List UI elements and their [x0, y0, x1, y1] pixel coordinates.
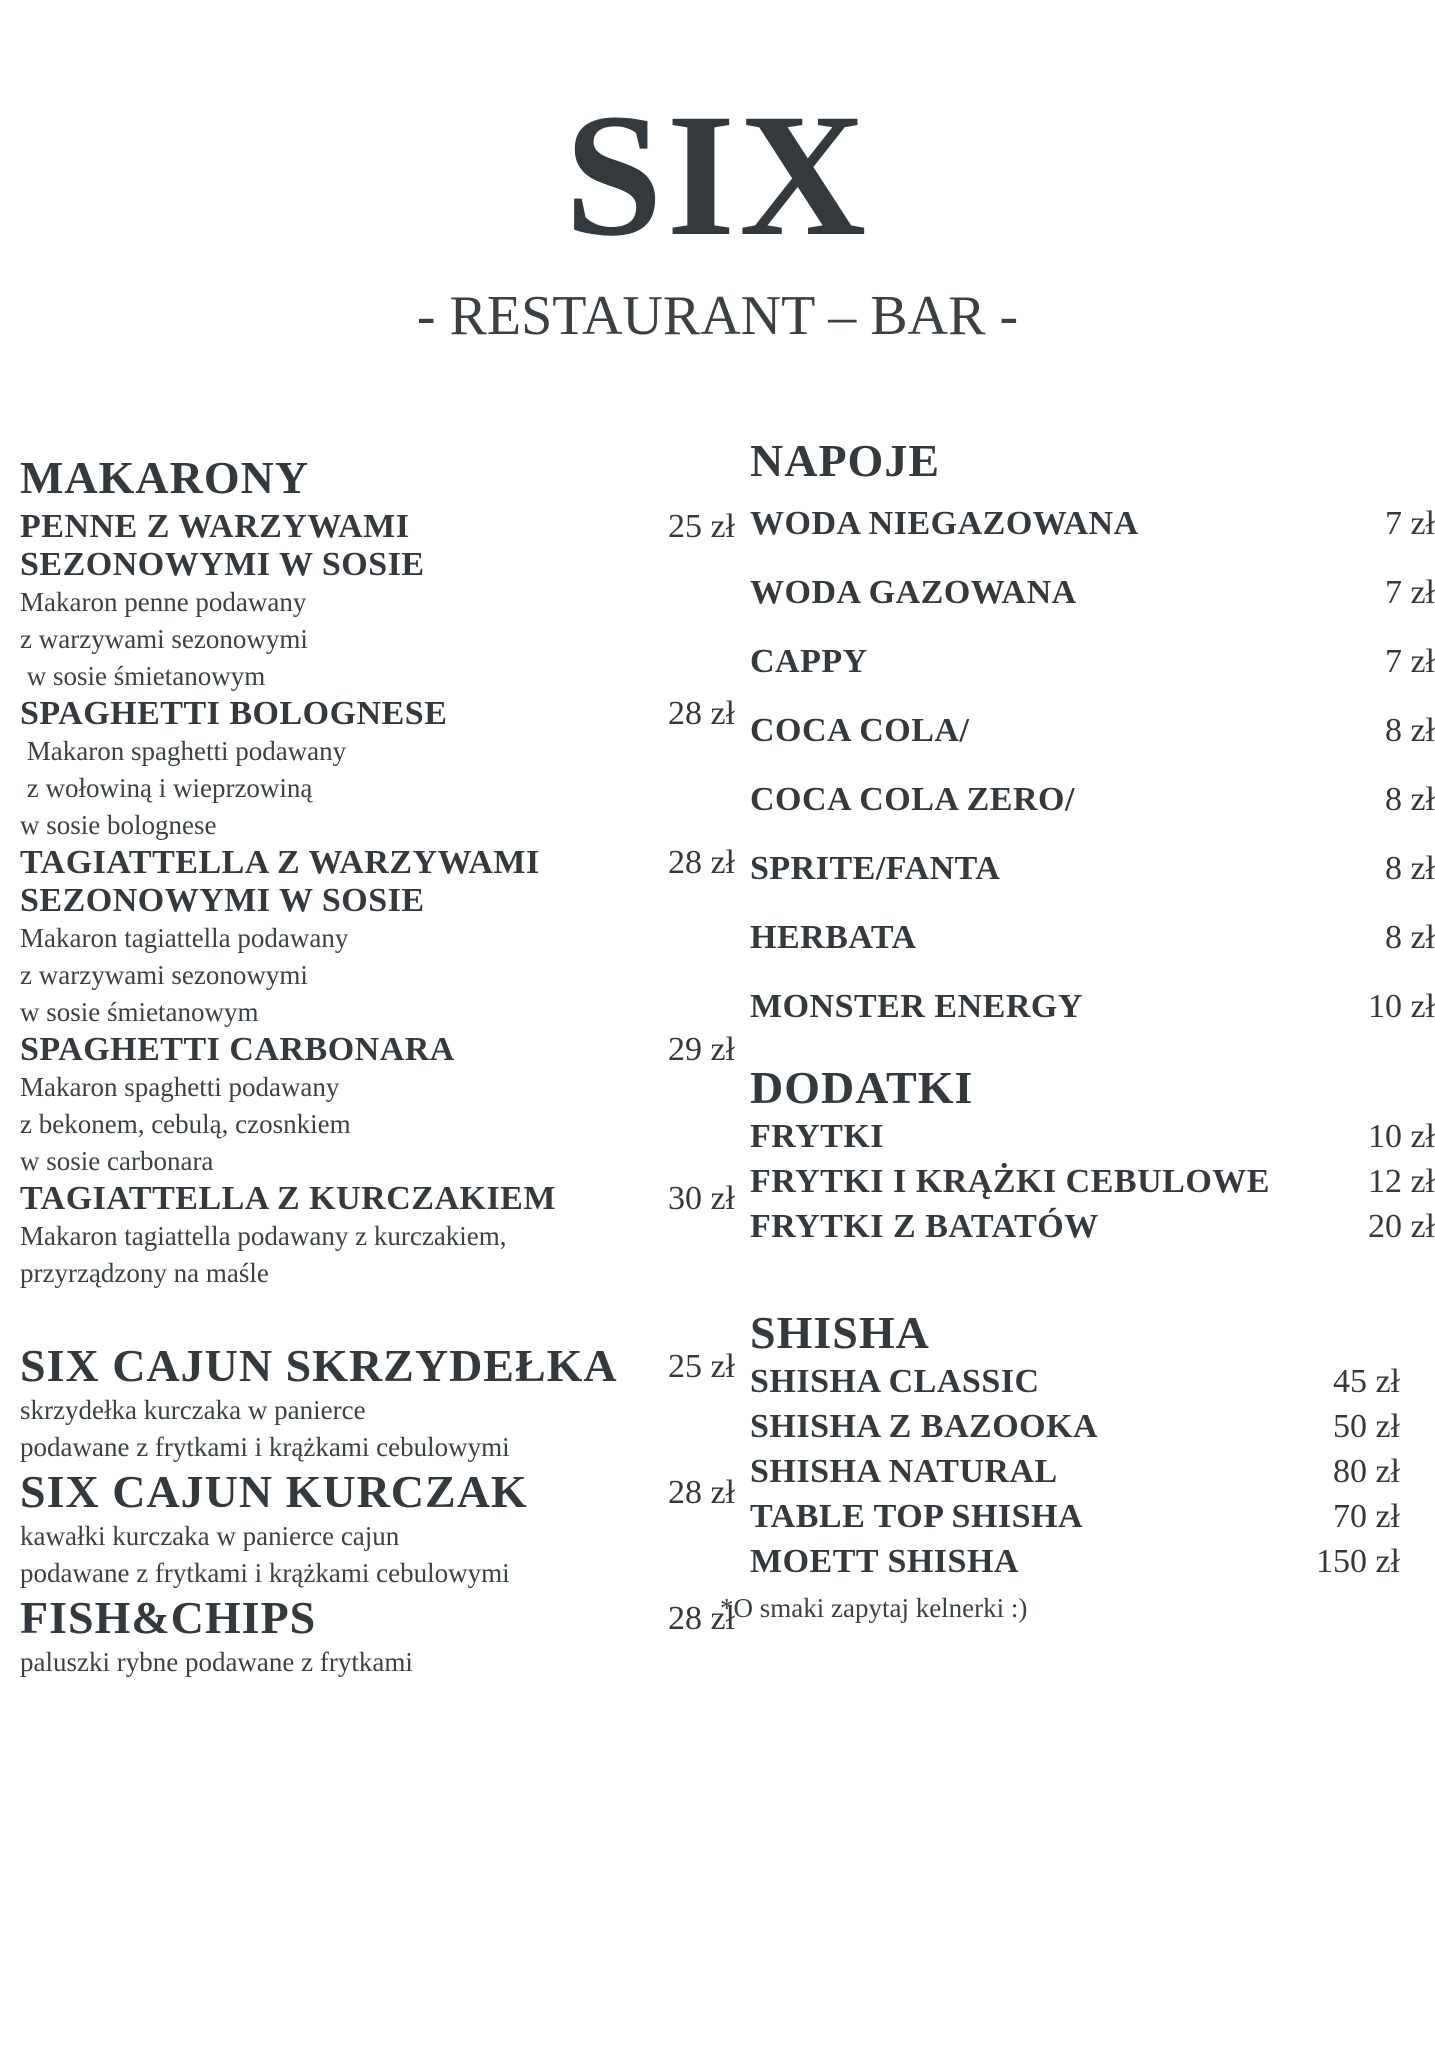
item-desc-line: z bekonem, cebulą, czosnkiem — [20, 1109, 351, 1139]
item-name: FRYTKI — [750, 1118, 885, 1155]
menu-item-six-cajun-kurczak — [20, 1466, 735, 1592]
item-price: 12 zł — [1367, 1163, 1435, 1200]
item-price: 10 zł — [1367, 1118, 1435, 1155]
item-name: MONSTER ENERGY — [750, 988, 1083, 1025]
item-name: WODA NIEGAZOWANA — [750, 505, 1139, 542]
item-price: 50 zł — [1332, 1408, 1400, 1445]
item-name: TAGIATTELLA Z WARZYWAMI SEZONOWYMI W SOSIE — [20, 844, 540, 919]
item-name: SPAGHETTI CARBONARA — [20, 1031, 455, 1068]
item-desc-line: Makaron tagiattella podawany — [20, 923, 349, 953]
item-name: FRYTKI I KRĄŻKI CEBULOWE — [750, 1163, 1270, 1200]
side-item — [750, 1114, 1435, 1159]
item-desc-line: Makaron spaghetti podawany — [20, 1072, 340, 1102]
item-desc-line: skrzydełka kurczaka w panierce — [20, 1395, 366, 1425]
shisha-note: *O smaki zapytaj kelnerki :) — [720, 1593, 1028, 1623]
shisha-item — [750, 1449, 1400, 1494]
item-price: 7 zł — [1384, 505, 1435, 542]
item-desc-line: podawane z frytkami i krążkami cebulowymi — [20, 1432, 510, 1462]
item-price: 29 zł — [667, 1031, 735, 1068]
item-price: 10 zł — [1367, 988, 1435, 1025]
right-column — [720, 435, 1435, 1626]
menu-item-fish-and-chips — [20, 1592, 735, 1681]
item-name: PENNE Z WARZYWAMI SEZONOWYMI W SOSIE — [20, 508, 425, 583]
shisha-item — [750, 1494, 1400, 1539]
item-price: 25 zł — [667, 1348, 735, 1385]
item-desc-line: kawałki kurczaka w panierce cajun — [20, 1521, 400, 1551]
drink-item — [750, 505, 1435, 574]
drink-item — [750, 988, 1435, 1038]
side-item — [750, 1204, 1435, 1249]
item-price: 150 zł — [1315, 1543, 1400, 1580]
item-desc-line: z wołowiną i wieprzowiną — [20, 773, 313, 803]
item-name: TAGIATTELLA Z KURCZAKIEM — [20, 1180, 556, 1217]
item-name: SPAGHETTI BOLOGNESE — [20, 695, 448, 732]
item-name: COCA COLA/ — [750, 712, 970, 749]
shisha-item — [750, 1404, 1400, 1449]
item-name: MOETT SHISHA — [750, 1543, 1019, 1580]
item-name: TABLE TOP SHISHA — [750, 1498, 1084, 1535]
item-desc-line: przyrządzony na maśle — [20, 1258, 269, 1288]
drink-item — [750, 712, 1435, 781]
item-price: 45 zł — [1332, 1363, 1400, 1400]
section-title-dodatki: DODATKI — [750, 1062, 974, 1113]
item-desc-line: paluszki rybne podawane z frytkami — [20, 1647, 413, 1677]
item-price: 7 zł — [1384, 643, 1435, 680]
section-title-makarony: MAKARONY — [20, 452, 310, 503]
item-price: 8 zł — [1384, 919, 1435, 956]
item-name: SHISHA Z BAZOOKA — [750, 1408, 1099, 1445]
item-name: SPRITE/FANTA — [750, 850, 1001, 887]
item-price: 8 zł — [1384, 781, 1435, 818]
side-item — [750, 1159, 1435, 1204]
item-desc-line: z warzywami sezonowymi — [20, 960, 308, 990]
item-price: 28 zł — [667, 1600, 735, 1637]
item-desc-line: w sosie śmietanowym — [20, 661, 266, 691]
menu-item-spaghetti-carbonara — [20, 1031, 735, 1180]
item-name: FISH&CHIPS — [20, 1592, 317, 1643]
item-desc-line: Makaron spaghetti podawany — [20, 736, 347, 766]
item-desc-line: Makaron penne podawany — [20, 587, 307, 617]
item-desc-line: Makaron tagiattella podawany z kurczakiem, — [20, 1221, 507, 1251]
item-price: 8 zł — [1384, 712, 1435, 749]
shisha-item — [750, 1359, 1400, 1404]
drink-item — [750, 574, 1435, 643]
item-price: 7 zł — [1384, 574, 1435, 611]
item-name: CAPPY — [750, 643, 868, 680]
item-desc-line: w sosie carbonara — [20, 1146, 214, 1176]
item-desc-line: w sosie bolognese — [20, 810, 217, 840]
menu-item-spaghetti-bolognese — [20, 695, 735, 844]
menu-item-six-cajun-skrzydelka — [20, 1340, 735, 1466]
item-name: FRYTKI Z BATATÓW — [750, 1208, 1099, 1245]
item-desc-line: podawane z frytkami i krążkami cebulowymi — [20, 1558, 510, 1588]
brand-title: SIX — [564, 78, 871, 273]
menu-item-tagiattella-kurczak — [20, 1180, 735, 1292]
item-price: 28 zł — [667, 695, 735, 732]
item-name: WODA GAZOWANA — [750, 574, 1077, 611]
item-price: 8 zł — [1384, 850, 1435, 887]
section-title-napoje: NAPOJE — [750, 435, 940, 486]
drink-item — [750, 781, 1435, 850]
drink-item — [750, 919, 1435, 988]
item-name: SIX CAJUN SKRZYDEŁKA — [20, 1340, 618, 1391]
item-price: 25 zł — [667, 508, 735, 545]
drink-item — [750, 643, 1435, 712]
menu-item-tagiattella-warzywa — [20, 844, 735, 1031]
item-name: HERBATA — [750, 919, 917, 956]
item-price: 80 zł — [1332, 1453, 1400, 1490]
shisha-item — [750, 1539, 1400, 1584]
item-price: 30 zł — [667, 1180, 735, 1217]
item-name: COCA COLA ZERO/ — [750, 781, 1075, 818]
item-name: SIX CAJUN KURCZAK — [20, 1466, 528, 1517]
section-title-shisha: SHISHA — [750, 1307, 930, 1358]
item-price: 28 zł — [667, 1474, 735, 1511]
left-column — [20, 452, 735, 1681]
item-price: 20 zł — [1367, 1208, 1435, 1245]
item-desc-line: w sosie śmietanowym — [20, 997, 259, 1027]
menu-item-penne — [20, 508, 735, 695]
brand-tagline: - RESTAURANT – BAR - — [416, 285, 1019, 347]
item-price: 70 zł — [1332, 1498, 1400, 1535]
item-desc-line: z warzywami sezonowymi — [20, 624, 308, 654]
item-price: 28 zł — [667, 844, 735, 881]
item-name: SHISHA CLASSIC — [750, 1363, 1040, 1400]
drink-item — [750, 850, 1435, 919]
item-name: SHISHA NATURAL — [750, 1453, 1058, 1490]
